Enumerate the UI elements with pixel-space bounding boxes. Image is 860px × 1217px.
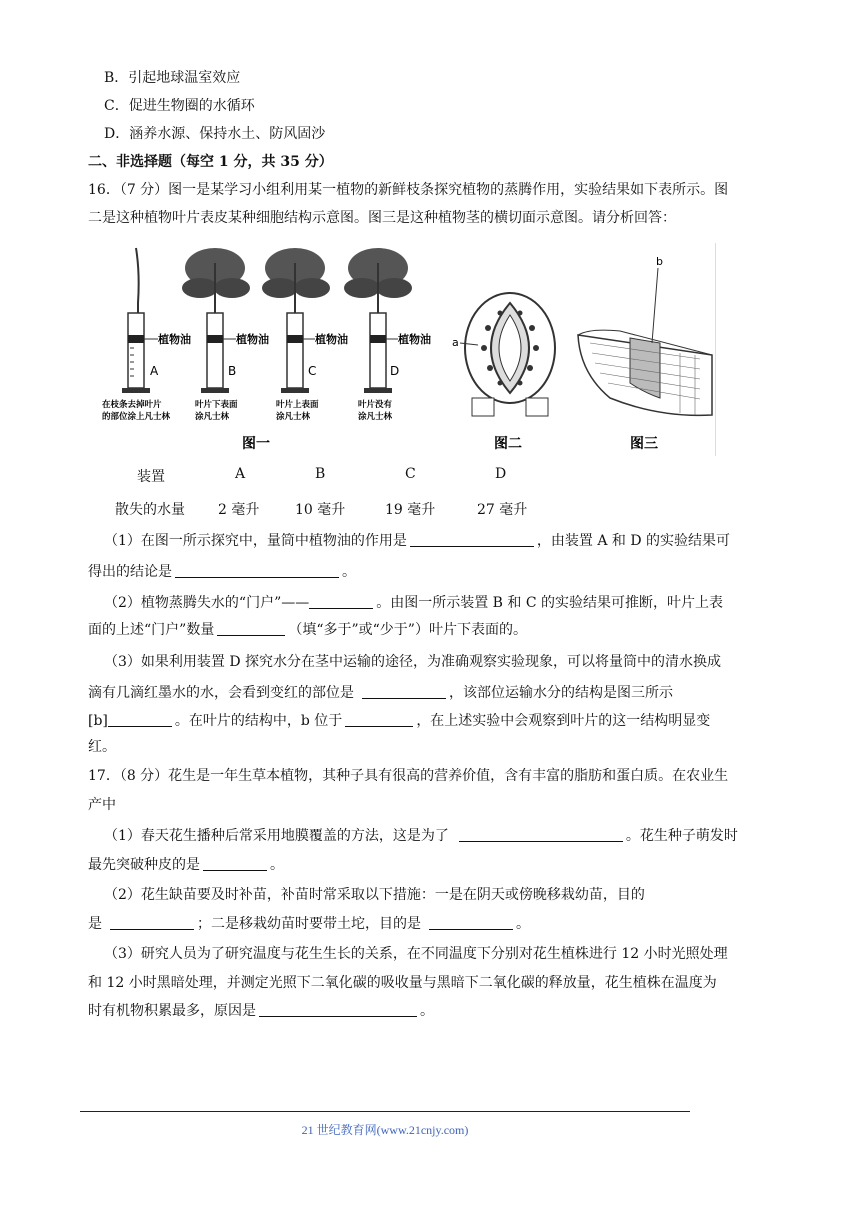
answer-blank[interactable]: [345, 712, 413, 727]
q16-p1-line2: 得出的结论是 。: [88, 564, 356, 580]
q17-p3-line3: 时有机物积累最多，原因是 。: [88, 1003, 434, 1019]
tube-letter-b: B: [228, 364, 237, 378]
answer-blank[interactable]: [362, 684, 446, 699]
table-cell: 19 毫升: [385, 502, 436, 518]
table-cell: 10 毫升: [295, 502, 346, 518]
fig3-title: 图三: [630, 436, 658, 452]
fig2-title: 图二: [494, 436, 522, 452]
answer-blank[interactable]: [459, 827, 623, 842]
tube-caption-c1: 叶片上表面: [276, 400, 319, 410]
tube-d: [344, 248, 412, 393]
guard-cell-diagram: [460, 293, 555, 416]
q16-p3-line4: 红。: [88, 739, 116, 755]
q16-figure-svg: [100, 243, 715, 456]
q16-stem-line1: 16．（7 分）图一是某学习小组利用某一植物的新鲜枝条探究植物的蒸腾作用，实验结果如下表所示。图: [88, 182, 729, 198]
q16-p2-line1: （2）植物蒸腾失水的“门户”—— 。由图一所示装置 B 和 C 的实验结果可推断，叶片上表: [104, 595, 724, 611]
answer-blank[interactable]: [110, 915, 194, 930]
table-cell: C: [405, 466, 416, 482]
q17-stem-line2: 产中: [88, 797, 116, 813]
footer-link[interactable]: 21 世纪教育网(www.21cnjy.com): [301, 1123, 469, 1137]
answer-blank[interactable]: [410, 532, 534, 547]
table-cell: 2 毫升: [218, 502, 260, 518]
oil-label-a: 植物油: [158, 333, 191, 346]
tube-letter-a: A: [150, 364, 159, 378]
q16-stem-line2: 二是这种植物叶片表皮某种细胞结构示意图。图三是这种植物茎的横切面示意图。请分析回答：: [88, 210, 676, 226]
fig1-title: 图一: [242, 436, 270, 452]
q17-p3-line1: （3）研究人员为了研究温度与花生生长的关系，在不同温度下分别对花生植株进行 12 小时光照处理: [104, 946, 728, 962]
table-cell: A: [235, 466, 246, 482]
table-cell: 散失的水量: [115, 502, 185, 518]
option-c: C．促进生物圈的水循环: [104, 98, 255, 114]
q17-p2-line1: （2）花生缺苗要及时补苗，补苗时常采取以下措施：一是在阴天或傍晚移栽幼苗，目的: [104, 887, 645, 903]
tube-caption-d2: 涂凡士林: [358, 412, 393, 422]
q16-figure: [100, 243, 716, 456]
oil-label-b: 植物油: [236, 333, 269, 346]
oil-label-c: 植物油: [315, 333, 348, 346]
tube-caption-b2: 涂凡士林: [195, 412, 230, 422]
tube-caption-c2: 涂凡士林: [276, 412, 311, 422]
table-cell: B: [315, 466, 326, 482]
q17-p3-line2: 和 12 小时黑暗处理，并测定光照下二氧化碳的吸收量与黑暗下二氧化碳的释放量，花生植株在温度为: [88, 975, 717, 991]
q17-p1-line2: 最先突破种皮的是 。: [88, 857, 284, 873]
tube-caption-d1: 叶片没有: [358, 400, 393, 410]
q17-p1-line1: （1）春天花生播种后常采用地膜覆盖的方法，这是为了 。花生种子萌发时: [104, 828, 738, 844]
tube-letter-d: D: [390, 364, 400, 378]
answer-blank[interactable]: [217, 621, 285, 636]
tube-caption-a2: 的部位涂上凡士林: [102, 412, 171, 422]
q16-p1-line1: （1）在图一所示探究中，量筒中植物油的作用是 ，由装置 A 和 D 的实验结果可: [104, 533, 731, 549]
answer-blank[interactable]: [309, 594, 373, 609]
answer-blank[interactable]: [259, 1002, 417, 1017]
fig3-label-b: b: [656, 255, 663, 268]
fig2-label-a: a: [452, 336, 459, 349]
table-cell: 27 毫升: [477, 502, 528, 518]
q17-p2-line2: 是 ；二是移栽幼苗时要带土坨，目的是 。: [88, 916, 530, 932]
q17-stem-line1: 17．（8 分）花生是一年生草本植物，其种子具有很高的营养价值，含有丰富的脂肪和蛋白质。在农业生: [88, 768, 729, 784]
tube-c: [262, 248, 330, 393]
section-heading: 二、非选择题（每空 1 分，共 35 分）: [88, 154, 333, 170]
stem-cross-section: [578, 268, 712, 415]
q16-p2-line2: 面的上述“门户”数量 （填“多于”或“少于”）叶片下表面的。: [88, 622, 527, 638]
oil-label-d: 植物油: [398, 333, 431, 346]
answer-blank[interactable]: [108, 712, 172, 727]
answer-blank[interactable]: [175, 563, 339, 578]
tube-letter-c: C: [308, 364, 317, 378]
q16-p3-line1: （3）如果利用装置 D 探究水分在茎中运输的途径，为准确观察实验现象，可以将量筒中的清水换成: [104, 654, 722, 670]
tube-caption-a1: 在枝条去掉叶片: [102, 400, 162, 410]
option-d: D．涵养水源、保持水土、防风固沙: [104, 126, 326, 142]
q16-p3-line2: 滴有几滴红墨水的水，会看到变红的部位是 ，该部位运输水分的结构是图三所示: [88, 685, 673, 701]
table-cell: 装置: [137, 469, 165, 485]
tube-caption-b1: 叶片下表面: [195, 400, 238, 410]
q16-p3-line3: [b] 。在叶片的结构中，b 位于 ，在上述实验中会观察到叶片的这一结构明显变: [88, 713, 711, 729]
answer-blank[interactable]: [429, 915, 513, 930]
answer-blank[interactable]: [203, 856, 267, 871]
footer-divider: [80, 1111, 690, 1112]
table-cell: D: [495, 466, 507, 482]
option-b: B．引起地球温室效应: [104, 70, 241, 86]
tube-b: [182, 248, 250, 393]
